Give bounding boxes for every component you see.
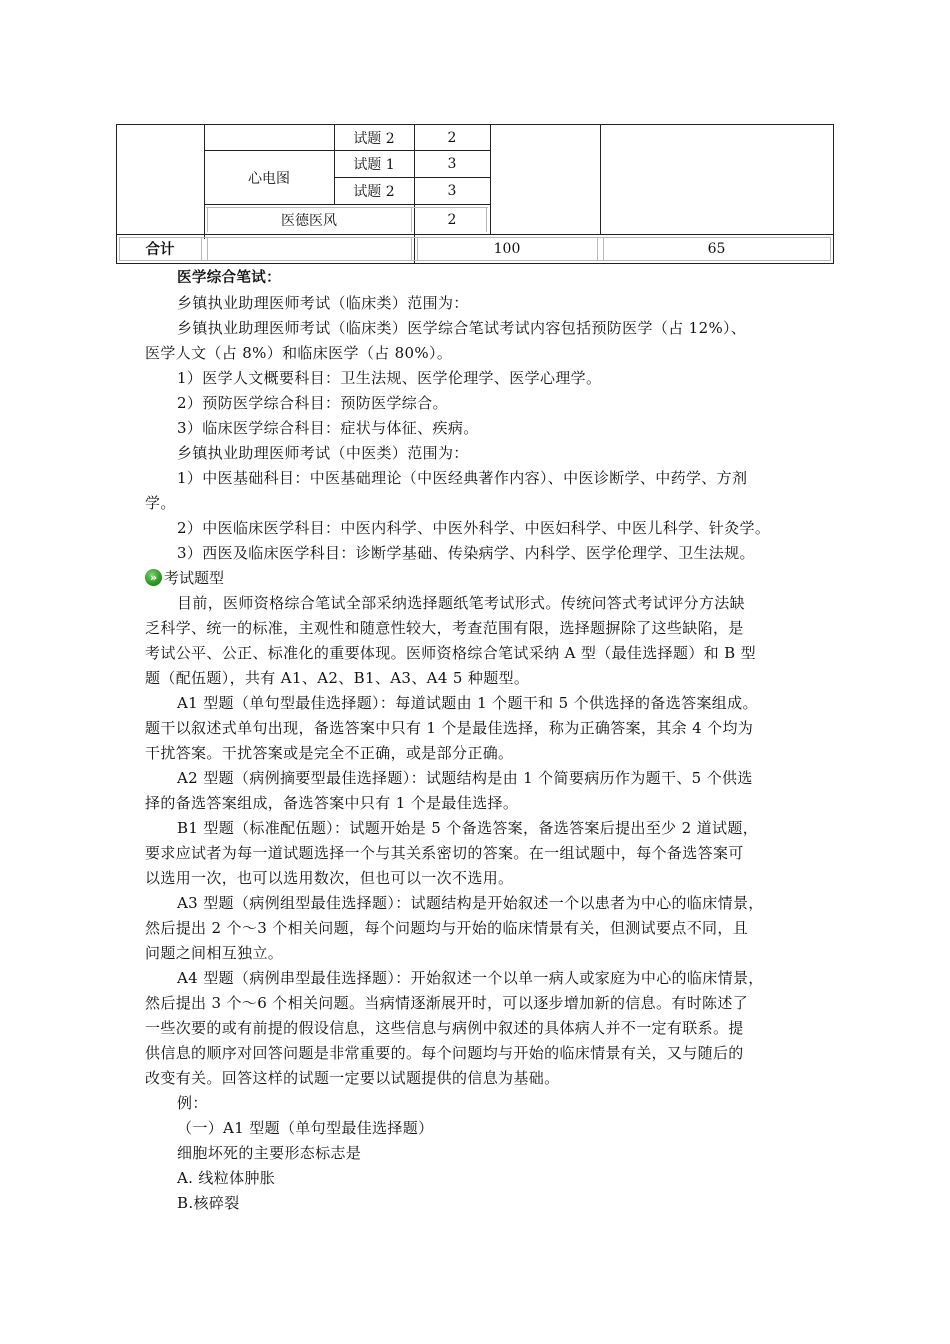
paragraph-line: 然后提出 3 个～6 个相关问题。当病情逐渐展开时，可以逐步增加新的信息。有时陈述了 (145, 994, 749, 1012)
double-chevron-icon: » (145, 569, 162, 586)
table-cell-group: 心电图 (248, 170, 290, 187)
paragraph-line: A2 型题（病例摘要型最佳选择题）：试题结构是由 1 个简要病历作为题干、5 个供选 (177, 769, 753, 787)
text-line: 乡镇执业助理医师考试（中医类）范围为： (177, 444, 469, 462)
table-total-pass: 65 (707, 240, 726, 257)
paragraph-line: 供信息的顺序对回答问题是非常重要的。每个问题均与开始的临床情景有关，又与随后的 (145, 1044, 744, 1062)
section-title (145, 567, 224, 588)
text-line: 乡镇执业助理医师考试（临床类）范围为： (177, 294, 469, 312)
paragraph-line: 改变有关。回答这样的试题一定要以试题提供的信息为基础。 (145, 1069, 560, 1087)
text-line: 医学人文（占 8%）和临床医学（占 80%）。 (145, 344, 453, 362)
paragraph-line: 乏科学、统一的标准，主观性和随意性较大，考查范围有限，选择题摒除了这些缺陷，是 (145, 619, 744, 637)
paragraph-line: B.核碎裂 (177, 1194, 240, 1212)
table-cell-score: 3 (447, 156, 457, 172)
text-line: 2）预防医学综合科目：预防医学综合。 (177, 394, 448, 412)
table-cell-score: 2 (447, 129, 457, 146)
text-line: 学。 (145, 494, 176, 512)
section-heading: 医学综合笔试： (177, 270, 281, 286)
text-line: 1）医学人文概要科目：卫生法规、医学伦理学、医学心理学。 (177, 369, 602, 387)
paragraph-line: A. 线粒体肿胀 (177, 1169, 276, 1187)
text-line: 3）西医及临床医学科目：诊断学基础、传染病学、内科学、医学伦理学、卫生法规。 (177, 544, 755, 562)
table-cell-group: 医德医风 (281, 213, 337, 229)
paragraph-line: 目前，医师资格综合笔试全部采纳选择题纸笔考试形式。传统问答式考试评分方法缺 (177, 594, 745, 612)
table-cell-item: 试题 2 (353, 130, 395, 147)
table-total-score: 100 (493, 240, 521, 257)
paragraph-line: 然后提出 2 个～3 个相关问题，每个问题均与开始的临床情景有关，但测试要点不同，且 (145, 919, 749, 937)
paragraph-line: A1 型题（单句型最佳选择题）：每道试题由 1 个题干和 5 个供选择的备选答案组成。 (177, 694, 758, 712)
text-line: 乡镇执业助理医师考试（临床类）医学综合笔试考试内容包括预防医学（占 12%）、 (177, 319, 747, 337)
paragraph-line: 问题之间相互独立。 (145, 944, 284, 962)
paragraph-line: 题（配伍题），共有 A1、A2、B1、A3、A4 5 种题型。 (145, 669, 530, 687)
paragraph-line: 细胞坏死的主要形态标志是 (177, 1144, 362, 1162)
score-table (116, 124, 834, 264)
paragraph-line: B1 型题（标准配伍题）：试题开始是 5 个备选答案，备选答案后提出至少 2 道试题， (177, 819, 759, 837)
paragraph-line: A4 型题（病例串型最佳选择题）：开始叙述一个以单一病人或家庭为中心的临床情景， (177, 969, 764, 987)
paragraph-line: 一些次要的或有前提的假设信息，这些信息与病例中叙述的具体病人并不一定有联系。提 (145, 1019, 744, 1037)
text-line: 2）中医临床医学科目：中医内科学、中医外科学、中医妇科学、中医儿科学、针灸学。 (177, 519, 771, 537)
paragraph-line: 例： (177, 1094, 208, 1112)
paragraph-line: 考试公平、公正、标准化的重要体现。医师资格综合笔试采纳 A 型（最佳选择题）和 B 型 (145, 644, 756, 662)
section-title-label: 考试题型 (164, 569, 225, 587)
paragraph-line: 题干以叙述式单句出现，备选答案中只有 1 个是最佳选择，称为正确答案，其余 4 个均为 (145, 719, 754, 737)
text-line: 3）临床医学综合科目：症状与体征、疾病。 (177, 419, 479, 437)
table-cell-item: 试题 2 (353, 184, 395, 200)
table-cell-score: 3 (447, 183, 457, 199)
paragraph-line: 择的备选答案组成，备选答案中只有 1 个是最佳选择。 (145, 794, 519, 812)
table-cell-score: 2 (447, 212, 457, 228)
paragraph-line: A3 型题（病例组型最佳选择题）：试题结构是开始叙述一个以患者为中心的临床情景， (177, 894, 764, 912)
paragraph-line: 干扰答案。干扰答案或是完全不正确，或是部分正确。 (145, 744, 514, 762)
paragraph-line: 要求应试者为每一道试题选择一个与其关系密切的答案。在一组试题中，每个备选答案可 (145, 844, 744, 862)
paragraph-line: （一）A1 型题（单句型最佳选择题） (177, 1119, 434, 1137)
table-total-label: 合计 (145, 242, 175, 258)
paragraph-line: 以选用一次，也可以选用数次，但也可以一次不选用。 (145, 869, 514, 887)
text-line: 1）中医基础科目：中医基础理论（中医经典著作内容）、中医诊断学、中药学、方剂 (177, 469, 748, 487)
table-cell-item: 试题 1 (353, 157, 395, 173)
